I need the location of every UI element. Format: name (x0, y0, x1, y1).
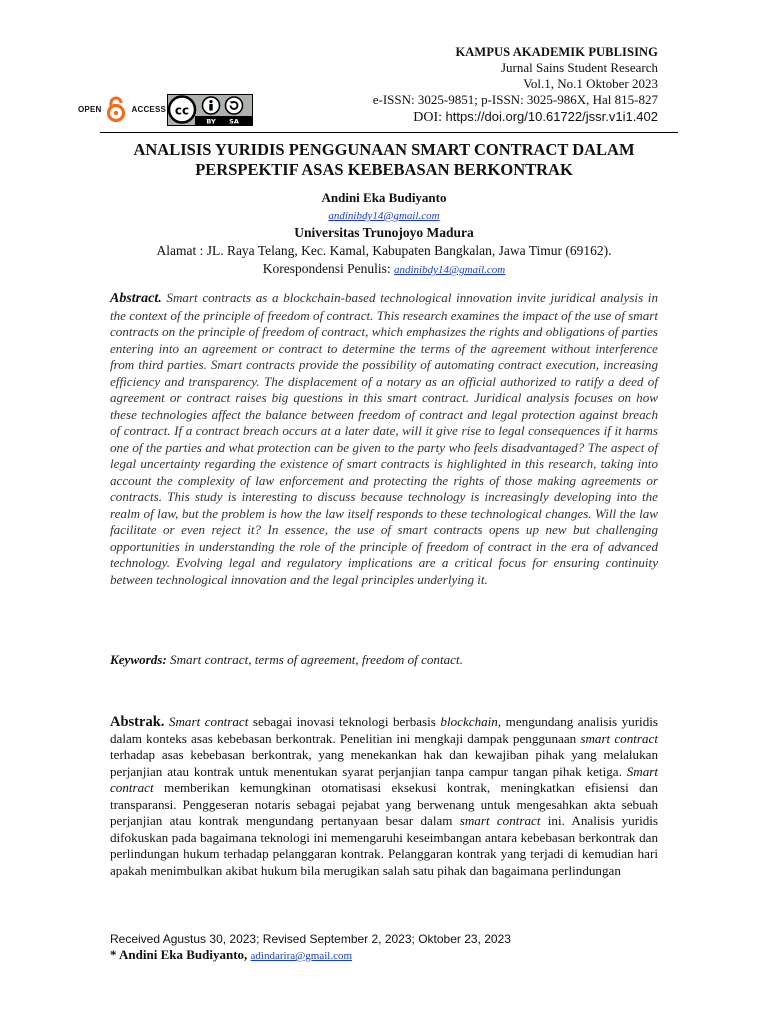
university: Universitas Trunojoyo Madura (294, 225, 474, 240)
paper-title (90, 140, 678, 180)
cc-sa-label: SA (229, 117, 239, 126)
doi-line (373, 108, 658, 127)
abstrak-text: , mengundang analisis yuridis dalam konteks asas kebebasan berkontrak. Penelitian ini mengkaji dampak penggunaan (110, 714, 658, 746)
abstrak-label: Abstrak. (110, 714, 165, 730)
abstrak-term: smart contract (580, 730, 658, 746)
abstract-indonesian (110, 714, 658, 879)
correspondence-line (90, 260, 678, 278)
abstrak-term: blockchain (440, 714, 498, 729)
abstrak-term: smart contract (459, 813, 541, 828)
footer-author-email-link[interactable]: adindarira@gmail.com (250, 950, 353, 962)
abstrak-text: terhadap asas kebebasan berkontrak, yang menekankan hak dan kewajiban pihak yang melalukan perjanjian atau kontrak untuk menentukan syarat perjanjian tanpa campur tangan pihak ketiga. (110, 747, 658, 779)
received-dates: Received Agustus 30, 2023; Revised September 2, 2023; Oktober 23, 2023 (110, 932, 511, 946)
correspondence-label: Korespondensi Penulis: (262, 261, 391, 276)
footer-author-name: * Andini Eka Budiyanto, (110, 947, 248, 962)
title-line-1: ANALISIS YURIDIS PENGGUNAAN SMART CONTRACT DALAM (133, 140, 635, 159)
abstract-text: Smart contracts as a blockchain-based technological innovation invite juridical analysis in the context of the principle of freedom of contract. This research examines the impact of the use of smart contracts on the principle of freedom of contract, which emphasizes the rights and obligations of parties entering into an agreement or contract to determine the terms of the agreement without interference from third parties. Smart contracts provide the possibility of automating contract execution, increasing efficiency and transparency. The displacement of a notary as an official authorized to ratify a deed of agreement or contract raises big questions in this smart contract. Juridical analysis focuses on how these technologies affect the balance between freedom of contract and legal protection against breach of contract. If a contract breach occurs at a later date, will it give rise to legal consequences if it harms one of the parties and what protection can be given to the party who feels disadvantaged? The aspect of legal uncertainty regarding the existence of smart contracts is highlighted in this research, taking into account the complexity of law enforcement and protecting the rights of those making agreements or contracts. This study is interesting to discuss because technology is increasingly developing into the realm of law, but the problem is how the law itself responds to these technological changes. Will the law facilitate or even reject it? In essence, the use of smart contracts opens up new but challenging opportunities in understanding the role of the principle of freedom of contract in the era of advanced technology. Evolving legal and regulatory implications are a critical focus for ensuring continuity between technological innovation and the legal principles underlying it. (110, 290, 658, 587)
footer-author-line (110, 946, 352, 964)
cc-by-sa-badge-icon (167, 94, 253, 126)
publisher-block (373, 44, 658, 127)
abstract-english (110, 290, 658, 588)
correspondence-email-link[interactable]: andinibdy14@gmail.com (394, 264, 506, 276)
address: Alamat : JL. Raya Telang, Kec. Kamal, Kabupaten Bangkalan, Jawa Timur (69162). (156, 243, 612, 258)
keywords (110, 652, 658, 668)
journal-name: Jurnal Sains Student Research (500, 60, 658, 75)
header-divider (100, 132, 678, 133)
abstrak-term: Smart contract (168, 714, 249, 729)
open-access-left-text: OPEN (78, 104, 102, 114)
author-name: Andini Eka Budiyanto (321, 190, 447, 205)
doi-link[interactable]: https://doi.org/10.61722/jssr.v1i1.402 (445, 109, 658, 124)
open-access-logo (78, 96, 166, 122)
doi-label: DOI: (413, 110, 443, 125)
volume-info: Vol.1, No.1 Oktober 2023 (523, 76, 658, 91)
svg-text:cc: cc (174, 103, 190, 118)
keywords-text: Smart contract, terms of agreement, freedom of contact. (170, 652, 463, 667)
abstract-label: Abstract. (110, 291, 162, 306)
author-email-link[interactable]: andinibdy14@gmail.com (328, 210, 440, 222)
abstrak-term: Smart contract (110, 763, 658, 795)
issn-info: e-ISSN: 3025-9851; p-ISSN: 3025-986X, Hal 815-827 (372, 92, 658, 107)
publisher-name: KAMPUS AKADEMIK PUBLISING (455, 45, 658, 59)
keywords-label: Keywords: (110, 652, 167, 667)
open-access-right-text: ACCESS (131, 104, 167, 114)
title-line-2: PERSPEKTIF ASAS KEBEBASAN BERKONTRAK (195, 160, 573, 179)
open-lock-icon (103, 96, 129, 122)
abstrak-text: sebagai inovasi teknologi berbasis (248, 714, 441, 729)
cc-by-label: BY (206, 117, 216, 126)
abstrak-text: ini. Analisis yuridis difokuskan pada bagaimana teknologi ini memengaruhi keseimbangan antara kebebasan berkontrak dan perlindungan hukum terhadap pelanggaran kontrak. Pelanggaran kontrak yang terjadi di kemudian hari apakah menimbulkan akibat hukum bila merugikan salah satu pihak dan bagaimana perlindungan (110, 813, 658, 878)
abstrak-text: memberikan kemungkinan otomatisasi eksekusi kontrak, meningkatkan efisiensi dan transparansi. Penggeseran notaris sebagai pejabat yang berwenang untuk mengesahkan akta sebuah perjanjian atau kontrak mengundang pertanyaan besar dalam (110, 780, 658, 828)
author-block (90, 190, 678, 278)
